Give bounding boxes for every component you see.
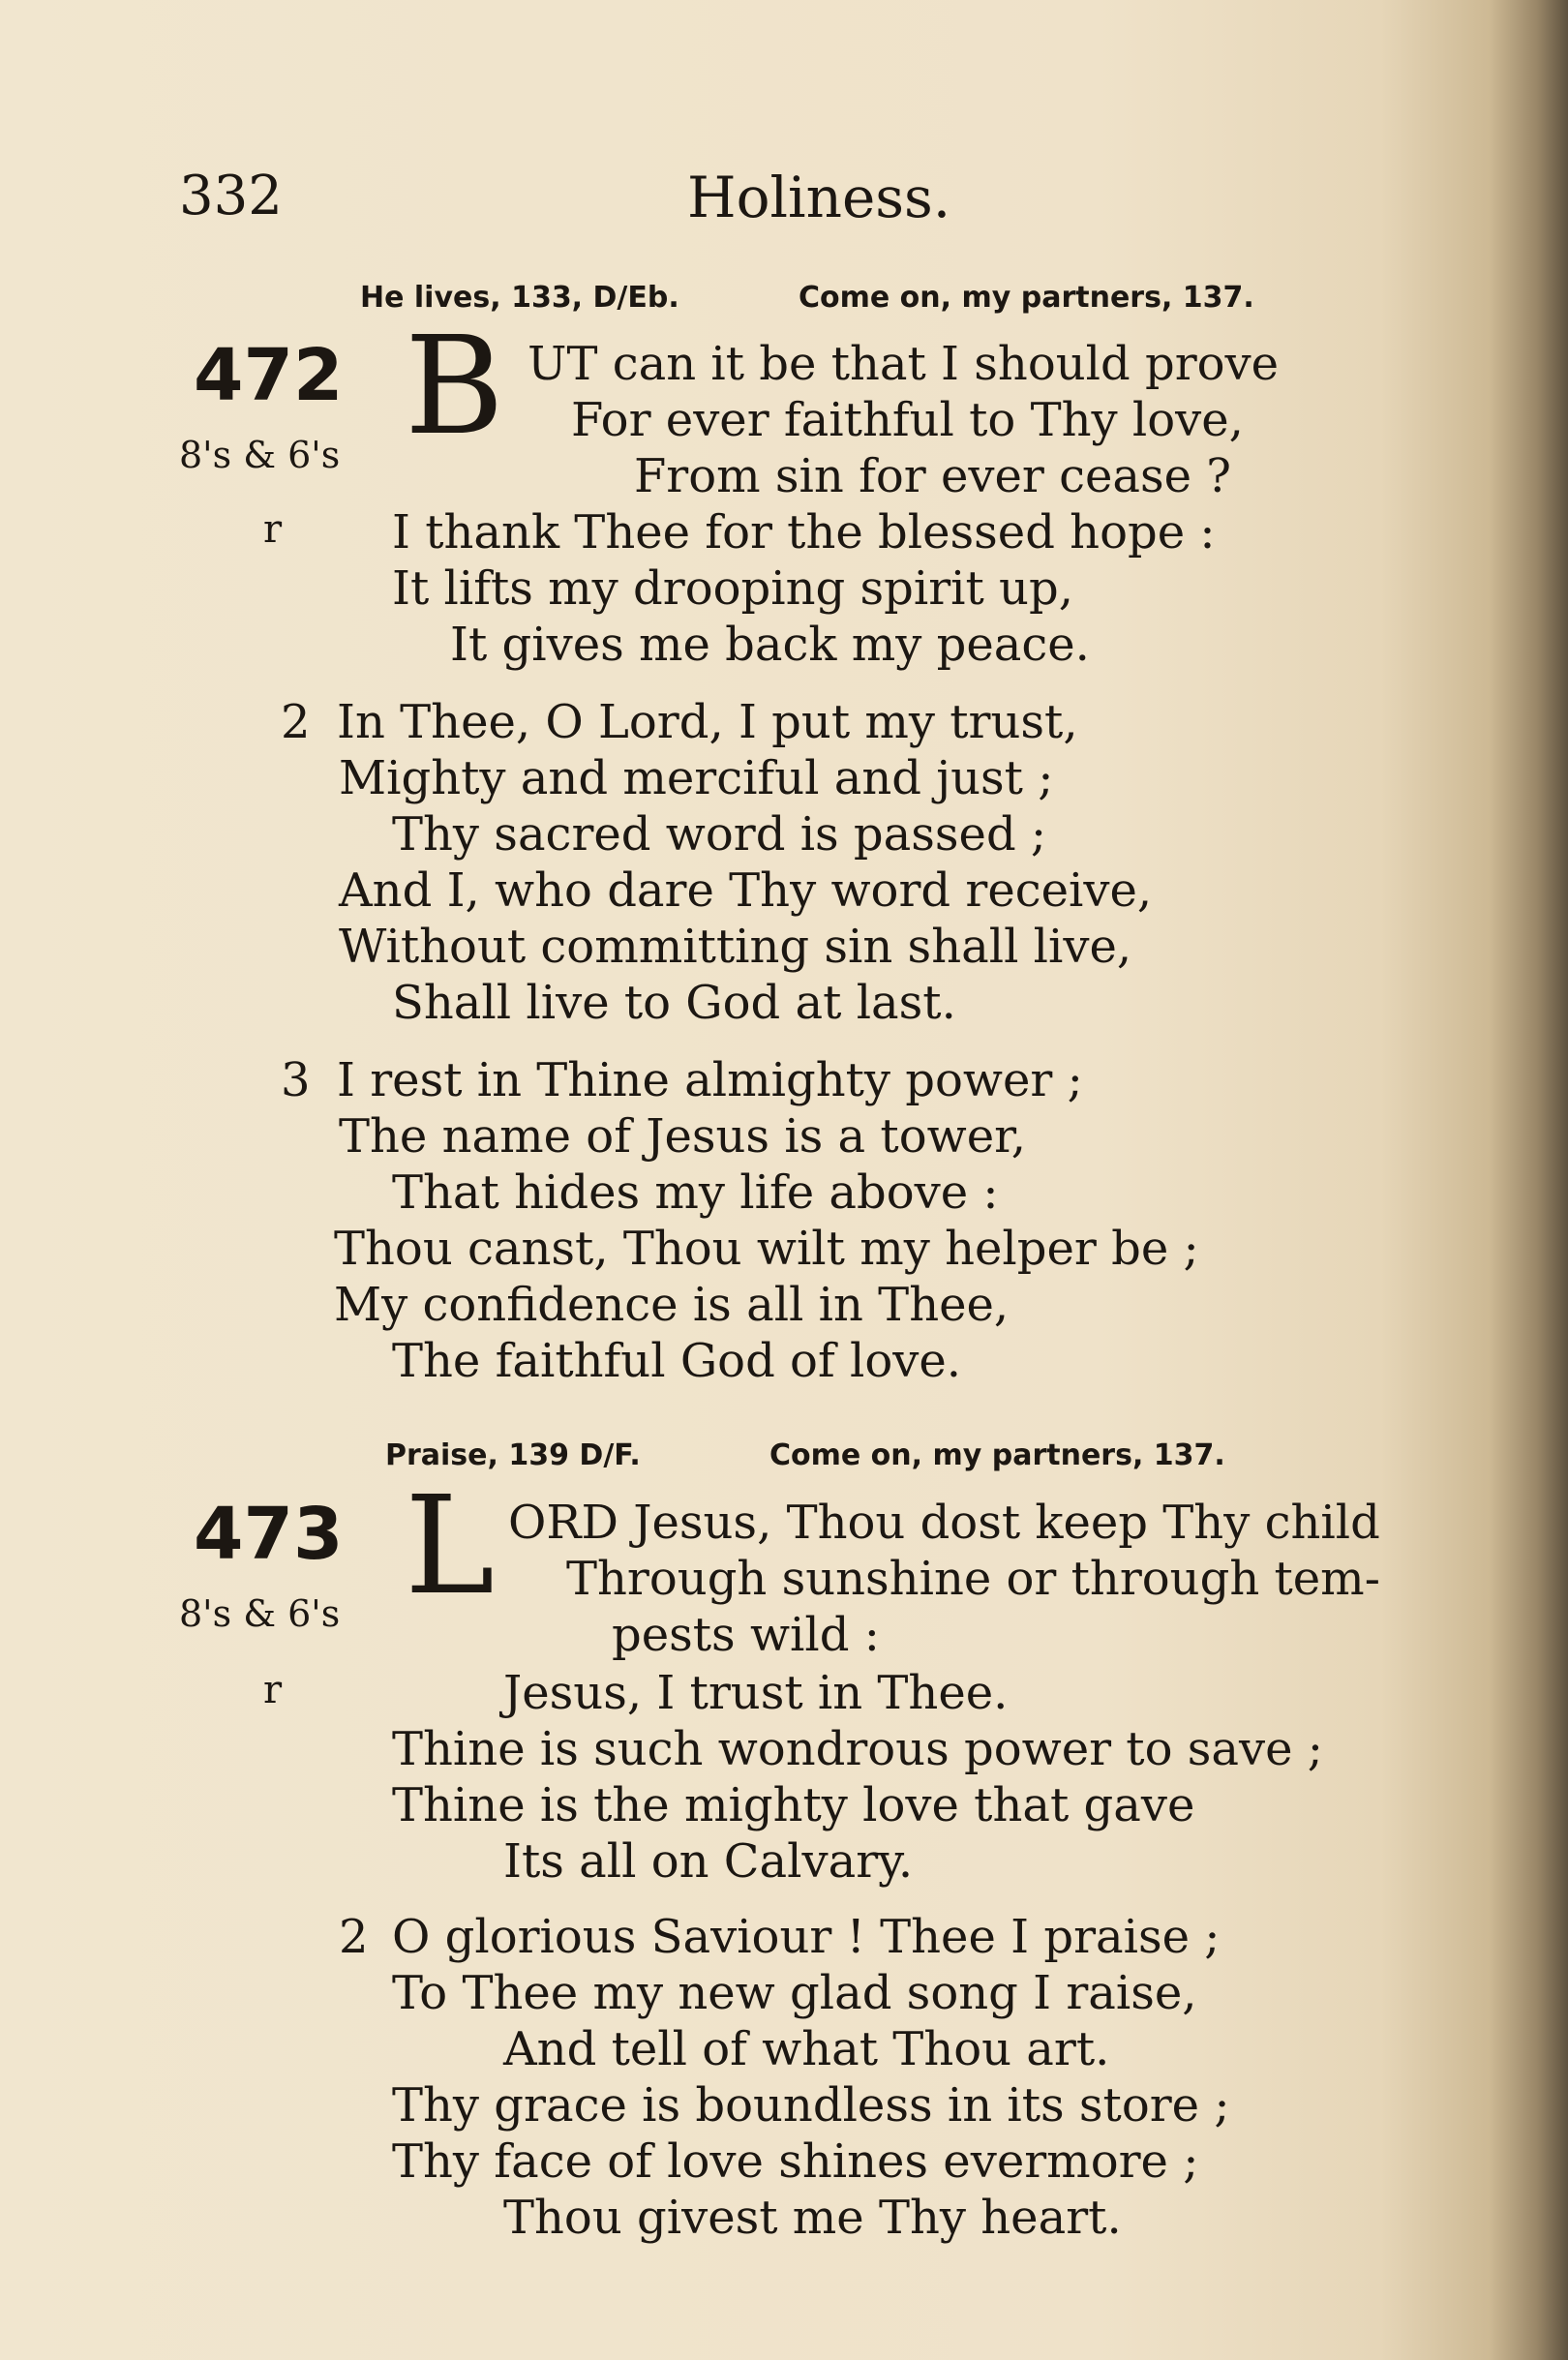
drop-cap: B xyxy=(405,308,504,466)
hymn-line: My confidence is all in Thee, xyxy=(334,1278,1010,1332)
hymn-line: UT can it be that I should prove xyxy=(528,337,1280,391)
stanza-number: 2 xyxy=(339,1910,369,1964)
hymn-line: And I, who dare Thy word receive, xyxy=(339,863,1153,918)
drop-cap: L xyxy=(405,1467,495,1625)
hymn-line: From sin for ever cease ? xyxy=(634,449,1232,503)
hymn-line: ORD Jesus, Thou dost keep Thy child xyxy=(508,1496,1380,1550)
hymn-line: Its all on Calvary. xyxy=(503,1834,914,1889)
hymn-line: It gives me back my peace. xyxy=(450,618,1090,672)
hymn-line: Through sunshine or through tem- xyxy=(566,1552,1380,1606)
hymn-line: The name of Jesus is a tower, xyxy=(339,1109,1027,1164)
hymn-line: Thy face of love shines evermore ; xyxy=(392,2134,1199,2189)
hymn-number: 472 xyxy=(194,334,344,417)
stanza-number: 2 xyxy=(281,695,311,749)
hymn-meter: 8's & 6's xyxy=(179,1592,341,1635)
hymn-line: Thy grace is boundless in its store ; xyxy=(392,2078,1230,2133)
hymn-line: And tell of what Thou art. xyxy=(503,2022,1110,2076)
hymn-line: Thou givest me Thy heart. xyxy=(503,2191,1122,2245)
hymn-line: pests wild : xyxy=(612,1608,880,1662)
hymn-line: Jesus, I trust in Thee. xyxy=(503,1666,1009,1720)
hymn-line: Thine is such wondrous power to save ; xyxy=(392,1722,1323,1776)
tune-reference: He lives, 133, D/Eb. xyxy=(360,281,679,315)
tune-reference: Come on, my partners, 137. xyxy=(799,281,1254,315)
hymn-line: It lifts my drooping spirit up, xyxy=(392,561,1073,616)
refrain-mark: r xyxy=(263,507,283,552)
page-number: 332 xyxy=(179,165,283,227)
hymn-line: I thank Thee for the blessed hope : xyxy=(392,505,1216,560)
hymn-line: I rest in Thine almighty power ; xyxy=(337,1053,1083,1107)
hymn-line: Mighty and merciful and just ; xyxy=(339,751,1054,805)
hymn-number: 473 xyxy=(194,1493,344,1576)
hymn-line: Thine is the mighty love that gave xyxy=(392,1778,1195,1832)
hymn-line: O glorious Saviour ! Thee I praise ; xyxy=(392,1910,1221,1964)
hymn-line: For ever faithful to Thy love, xyxy=(571,393,1244,447)
hymn-line: To Thee my new glad song I raise, xyxy=(392,1966,1197,2020)
hymn-line: The faithful God of love. xyxy=(392,1334,961,1388)
tune-reference: Come on, my partners, 137. xyxy=(769,1438,1225,1472)
tune-reference: Praise, 139 D/F. xyxy=(385,1438,641,1472)
hymn-meter: 8's & 6's xyxy=(179,434,341,476)
refrain-mark: r xyxy=(263,1668,283,1712)
hymn-line: Shall live to God at last. xyxy=(392,976,956,1030)
hymn-line: In Thee, O Lord, I put my trust, xyxy=(337,695,1078,749)
stanza-number: 3 xyxy=(281,1053,311,1107)
running-header: Holiness. xyxy=(687,165,951,230)
hymn-line: Without committing sin shall live, xyxy=(339,920,1132,974)
hymn-line: Thy sacred word is passed ; xyxy=(392,807,1047,862)
hymn-line: That hides my life above : xyxy=(392,1165,999,1220)
hymn-line: Thou canst, Thou wilt my helper be ; xyxy=(334,1222,1199,1276)
